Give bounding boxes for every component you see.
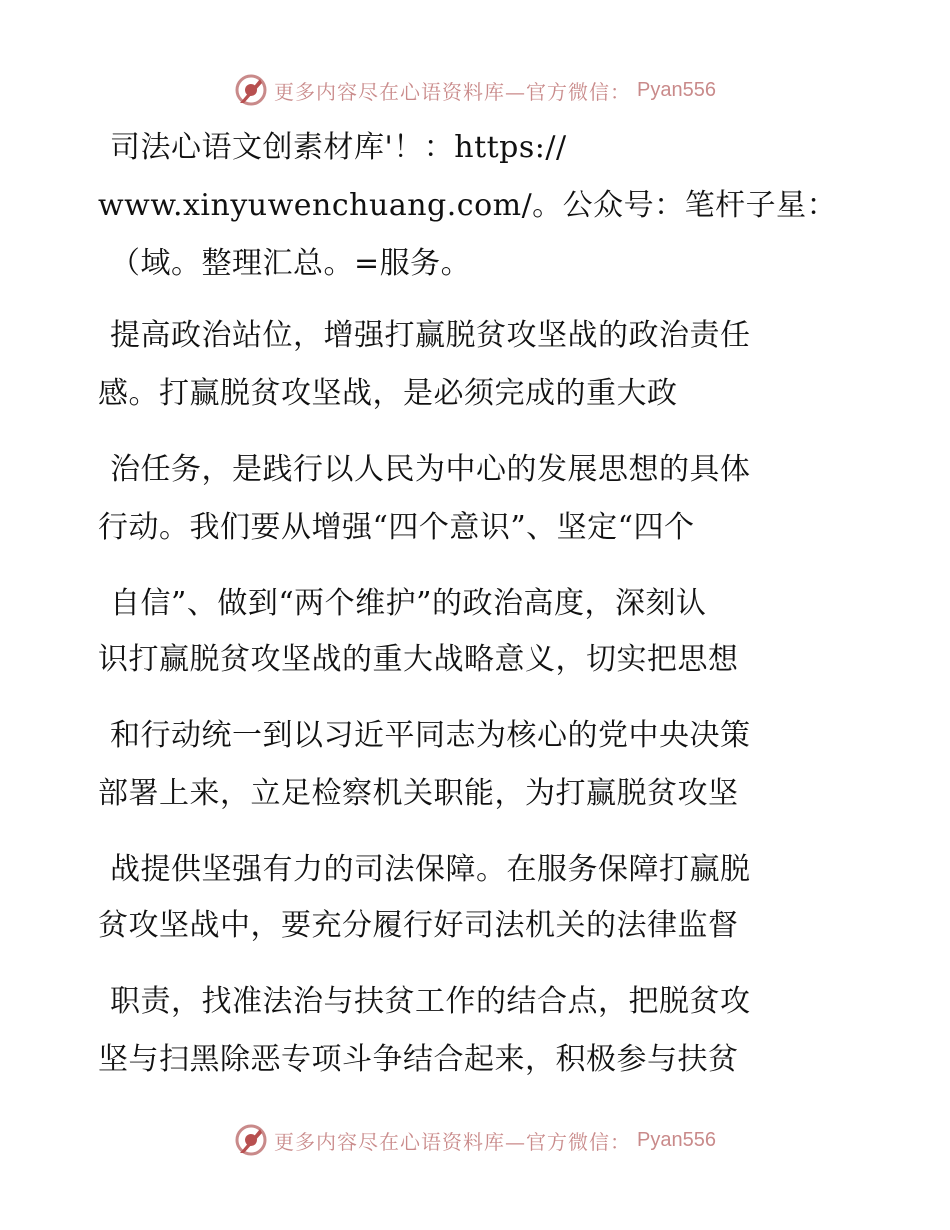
watermark-wechat-handle: Pyan556 [637,1128,716,1151]
body-line: 提高政治站位，增强打赢脱贫攻坚战的政治责任 [110,318,751,353]
watermark-text: 更多内容尽在心语资料库—官方微信： [274,79,632,104]
watermark-wechat-handle: Pyan556 [637,78,716,101]
body-line: 感。打赢脱贫攻坚战，是必须完成的重大政 [98,376,678,411]
body-line: 司法心语文创素材库'！：https:// [110,130,567,165]
body-line: 自信”、做到“两个维护”的政治高度，深刻认 [110,586,707,621]
watermark-text: 更多内容尽在心语资料库—官方微信： [274,1129,632,1154]
body-line: 识打赢脱贫攻坚战的重大战略意义，切实把思想 [98,642,739,677]
body-line: 部署上来，立足检察机关职能，为打赢脱贫攻坚 [98,776,739,811]
footer-watermark [0,1120,950,1160]
body-line: 行动。我们要从增强“四个意识”、坚定“四个 [98,510,695,545]
quill-logo-icon [234,1123,268,1157]
body-line: 战提供坚强有力的司法保障。在服务保障打赢脱 [110,852,751,887]
body-line: （域。整理汇总。=服务。 [110,246,472,281]
body-line: www.xinyuwenchuang.com/。公众号：笔杆子星： [98,188,838,223]
body-line: 职责，找准法治与扶贫工作的结合点，把脱贫攻 [110,984,751,1019]
body-line: 坚与扫黑除恶专项斗争结合起来，积极参与扶贫 [98,1042,739,1077]
body-line: 贫攻坚战中，要充分履行好司法机关的法律监督 [98,908,739,943]
body-line: 和行动统一到以习近平同志为核心的党中央决策 [110,718,751,753]
body-line: 治任务，是践行以人民为中心的发展思想的具体 [110,452,751,487]
